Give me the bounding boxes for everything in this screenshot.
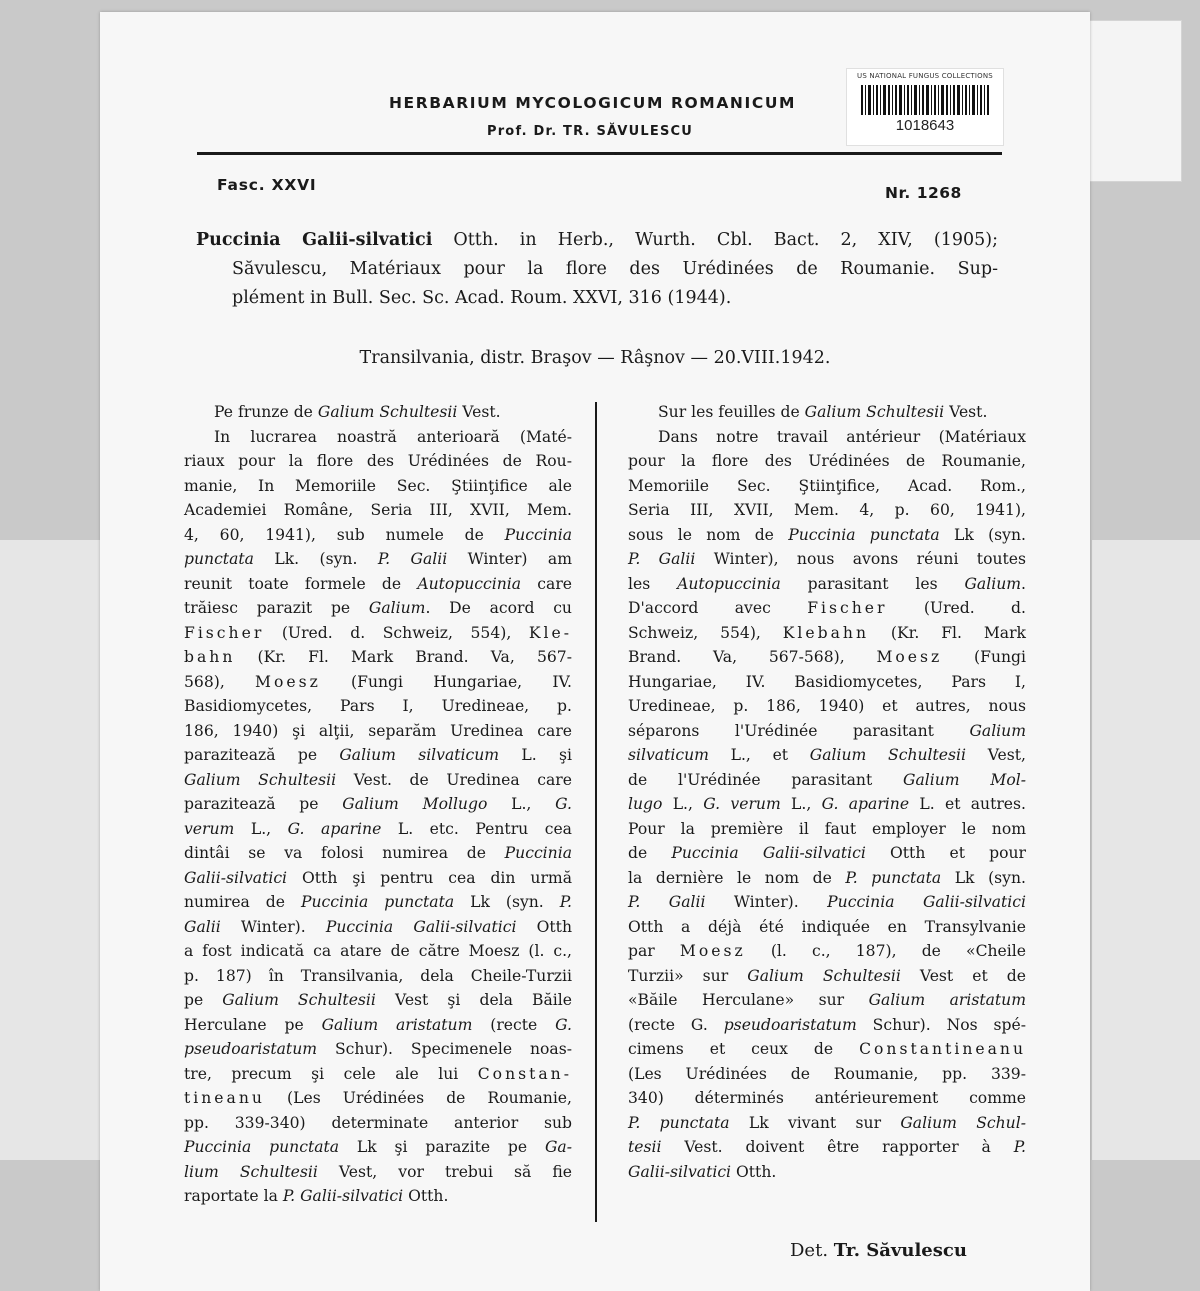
catalog-number: 1018643 — [895, 117, 955, 134]
background-sheet — [1080, 20, 1182, 182]
text-line: Galii-silvatici Otth. — [628, 1162, 777, 1181]
text-line: punctata Lk. (syn. P. Galii Winter) am — [184, 550, 572, 568]
text-line: In lucrarea noastră anterioară (Maté- — [214, 427, 572, 446]
herbarium-label-sheet — [100, 12, 1090, 1291]
text-line: Galium Schultesii Vest. de Uredinea care — [184, 770, 572, 789]
text-line: reunit toate formele de Autopuccinia care — [184, 574, 573, 593]
french-text-column — [628, 400, 1026, 1184]
text-line: Basidiomycetes, Pars I, Uredineae, p. — [184, 697, 572, 715]
text-line: Pour la première il faut employer le nom — [628, 819, 1026, 838]
citation-line: Săvulescu, Matériaux pour la flore des Urédinées de Roumanie. Sup- — [232, 259, 998, 279]
text-line: Sur les feuilles de Galium Schultesii Vest. — [658, 403, 988, 421]
text-line: (recte G. pseudoaristatum Schur). Nos spé- — [628, 1015, 1027, 1034]
text-line: Puccinia punctata Lk şi parazite pe Ga- — [184, 1138, 572, 1156]
text-line: par Moesz (l. c., 187), de «Cheile — [628, 942, 1026, 960]
text-line: parazitează pe Galium Mollugo L., G. — [184, 795, 572, 813]
text-line: cimens et ceux de Constantineanu — [628, 1040, 1026, 1058]
text-line: verum L., G. aparine L. etc. Pentru cea — [184, 819, 572, 838]
fascicle-label: Fasc. XXVI — [217, 176, 317, 194]
text-line: P. Galii Winter). Puccinia Galii-silvatici — [628, 893, 1026, 911]
text-line: de Puccinia Galii-silvatici Otth et pour — [628, 844, 1026, 862]
text-line: 340) déterminés antérieurement comme — [628, 1089, 1026, 1107]
text-line: de l'Urédinée parasitant Galium Mol- — [628, 770, 1026, 789]
text-line: Otth a déjà été indiquée en Transylvanie — [628, 917, 1026, 936]
collection-name: US NATIONAL FUNGUS COLLECTIONS — [857, 72, 993, 80]
text-line: «Băile Herculane» sur Galium aristatum — [628, 991, 1026, 1009]
text-line: les Autopuccinia parasitant les Galium. — [628, 574, 1026, 593]
barcode-label — [846, 68, 1004, 146]
determiner-name: Tr. Săvulescu — [833, 1240, 967, 1261]
text-line: dintâi se va folosi numirea de Puccinia — [184, 844, 572, 862]
text-line: Dans notre travail antérieur (Matériaux — [658, 427, 1026, 446]
text-line: D'accord avec Fischer (Ured. d. — [628, 599, 1026, 617]
barcode-image — [861, 85, 989, 115]
text-line: a fost indicată ca atare de către Moesz (l. c., — [184, 942, 572, 960]
taxon-citation — [196, 226, 998, 313]
text-line: Turzii» sur Galium Schultesii Vest et de — [628, 966, 1026, 985]
text-line: parazitează pe Galium silvaticum L. şi — [184, 746, 572, 764]
romanian-text-column — [184, 400, 572, 1209]
text-line: pour la flore des Urédinées de Roumanie, — [628, 452, 1026, 470]
header-rule — [197, 152, 1002, 155]
taxon-name: Puccinia Galii-silvatici — [196, 230, 433, 250]
herbarium-editor: Prof. Dr. TR. SĂVULESCU — [486, 124, 694, 139]
text-line: tre, precum şi cele ale lui Constan- — [184, 1064, 572, 1083]
text-line: Seria III, XVII, Mem. 4, p. 60, 1941), — [628, 501, 1026, 519]
text-line: Memoriile Sec. Ştiinţifice, Acad. Rom., — [628, 476, 1026, 495]
text-line: Fischer (Ured. d. Schweiz, 554), Kle- — [184, 623, 572, 642]
determiner: Det. Tr. Săvulescu — [790, 1240, 967, 1261]
text-line: silvaticum L., et Galium Schultesii Vest, — [628, 746, 1026, 764]
text-line: bahn (Kr. Fl. Mark Brand. Va, 567- — [184, 648, 572, 666]
text-line: Brand. Va, 567-568), Moesz (Fungi — [628, 648, 1027, 666]
text-line: séparons l'Urédinée parasitant Galium — [628, 721, 1026, 740]
text-line: Pe frunze de Galium Schultesii Vest. — [214, 403, 501, 421]
citation-line: Puccinia Galii-silvatici Otth. in Herb., Wurth. Cbl. Bact. 2, XIV, (1905); — [196, 230, 998, 250]
text-line: trăiesc parazit pe Galium. De acord cu — [184, 599, 572, 617]
specimen-number: Nr. 1268 — [885, 184, 962, 202]
column-divider — [595, 402, 597, 1222]
text-line: riaux pour la flore des Urédinées de Rou- — [184, 452, 572, 470]
text-line: lium Schultesii Vest, vor trebui să fie — [184, 1162, 572, 1181]
text-line: P. Galii Winter), nous avons réuni toutes — [628, 550, 1026, 568]
locality: Transilvania, distr. Braşov — Râşnov — 20.VIII.1942. — [359, 348, 831, 368]
text-line: (Les Urédinées de Roumanie, pp. 339- — [628, 1064, 1026, 1083]
background-strip-left — [0, 540, 115, 1160]
text-line: pseudoaristatum Schur). Specimenele noas- — [184, 1040, 572, 1058]
text-line: tineanu (Les Urédinées de Roumanie, — [184, 1089, 572, 1107]
text-line: 186, 1940) şi alţii, separăm Uredinea care — [184, 721, 572, 740]
text-line: Uredineae, p. 186, 1940) et autres, nous — [628, 697, 1026, 715]
text-line: lugo L., G. verum L., G. aparine L. et autres. — [628, 795, 1026, 813]
text-line: sous le nom de Puccinia punctata Lk (syn. — [628, 525, 1026, 544]
text-line: manie, In Memoriile Sec. Ştiinţifice ale — [184, 476, 572, 495]
text-line: pe Galium Schultesii Vest şi dela Băile — [184, 991, 572, 1009]
text-line: Schweiz, 554), Klebahn (Kr. Fl. Mark — [628, 623, 1026, 642]
text-line: Galii Winter). Puccinia Galii-silvatici Otth — [184, 917, 572, 936]
text-line: Herculane pe Galium aristatum (recte G. — [184, 1015, 572, 1034]
citation-line: plément in Bull. Sec. Sc. Acad. Roum. XXVI, 316 (1944). — [232, 288, 732, 308]
text-line: 4, 60, 1941), sub numele de Puccinia — [184, 525, 572, 544]
text-line: pp. 339-340) determinate anterior sub — [184, 1113, 572, 1132]
text-line: tesii Vest. doivent être rapporter à P. — [628, 1138, 1026, 1156]
text-line: Hungariae, IV. Basidiomycetes, Pars I, — [628, 672, 1026, 691]
text-line: la dernière le nom de P. punctata Lk (syn. — [628, 868, 1026, 887]
text-line: p. 187) în Transilvania, dela Cheile-Turzii — [184, 966, 572, 985]
text-line: numirea de Puccinia punctata Lk (syn. P. — [184, 893, 573, 911]
text-line: raportate la P. Galii-silvatici Otth. — [184, 1187, 449, 1205]
text-line: P. punctata Lk vivant sur Galium Schul- — [628, 1113, 1026, 1132]
text-line: Academiei Române, Seria III, XVII, Mem. — [184, 501, 572, 519]
text-line: 568), Moesz (Fungi Hungariae, IV. — [184, 672, 572, 691]
herbarium-title: HERBARIUM MYCOLOGICUM ROMANICUM — [388, 94, 797, 112]
text-line: Galii-silvatici Otth şi pentru cea din urmă — [184, 868, 572, 887]
background-strip-right — [1092, 540, 1200, 1160]
